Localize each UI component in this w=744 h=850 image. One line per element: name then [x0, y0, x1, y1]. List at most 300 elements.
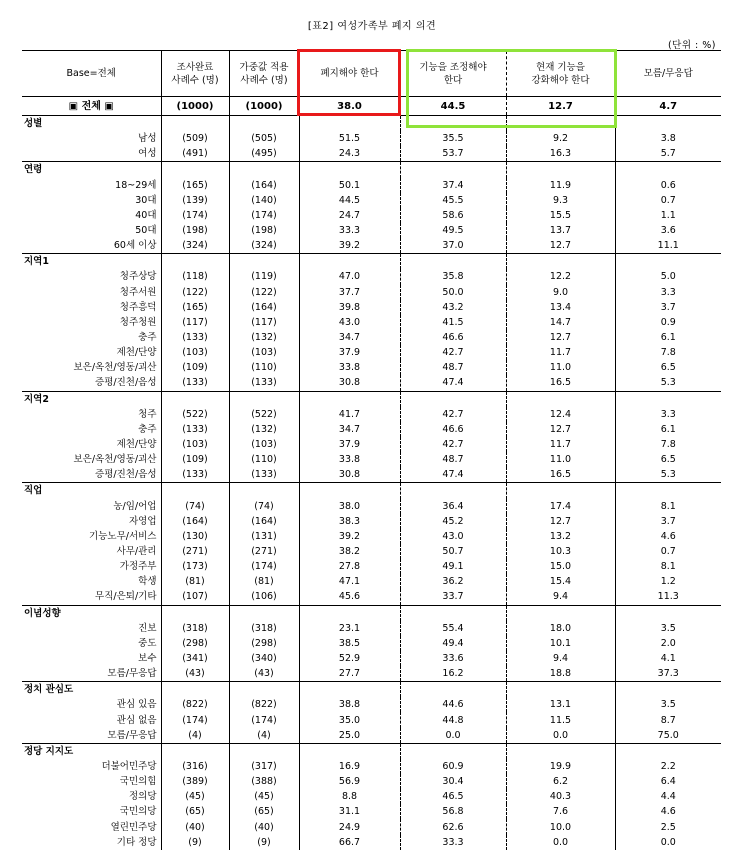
row-weighted-n: (298)	[229, 636, 299, 651]
table-row	[22, 589, 721, 605]
section-blank-cell	[229, 605, 299, 621]
section-header-row	[22, 162, 721, 178]
row-completed-n: (118)	[161, 269, 229, 284]
row-dont-know: 2.2	[615, 759, 721, 774]
row-dont-know: 4.4	[615, 789, 721, 804]
row-weighted-n: (133)	[229, 467, 299, 483]
row-completed-n: (45)	[161, 789, 229, 804]
row-abolish: 34.7	[299, 330, 400, 345]
row-abolish: 31.1	[299, 804, 400, 819]
section-blank-cell	[161, 254, 229, 270]
row-completed-n: (117)	[161, 315, 229, 330]
row-adjust: 49.4	[400, 636, 506, 651]
header-adjust: 기능을 조정해야 한다	[400, 51, 506, 97]
row-strengthen: 11.7	[506, 437, 615, 452]
row-label: 보은/옥천/영동/괴산	[73, 454, 157, 466]
row-adjust: 58.6	[400, 208, 506, 223]
table-row	[22, 407, 721, 422]
table-row	[22, 514, 721, 529]
row-adjust: 45.2	[400, 514, 506, 529]
highlight-box-red	[297, 49, 401, 116]
results-table	[22, 50, 721, 850]
row-strengthen: 40.3	[506, 789, 615, 804]
row-abolish: 50.1	[299, 178, 400, 193]
row-completed-n: (165)	[161, 178, 229, 193]
row-adjust: 46.6	[400, 422, 506, 437]
row-weighted-n: (822)	[229, 697, 299, 712]
row-weighted-n: (317)	[229, 759, 299, 774]
row-completed-n: (4)	[161, 728, 229, 744]
row-completed-n: (133)	[161, 375, 229, 391]
row-abolish: 27.8	[299, 559, 400, 574]
row-dont-know: 3.3	[615, 285, 721, 300]
table-row	[22, 178, 721, 193]
row-label: 무직/은퇴/기타	[95, 591, 157, 603]
row-abolish: 33.8	[299, 452, 400, 467]
section-blank-cell	[161, 162, 229, 178]
row-label: 모름/무응답	[107, 729, 157, 741]
row-completed-n: (271)	[161, 544, 229, 559]
table-title: [표2] 여성가족부 폐지 의견	[307, 21, 437, 32]
row-abolish: 38.2	[299, 544, 400, 559]
row-dont-know: 8.1	[615, 559, 721, 574]
row-dont-know: 6.4	[615, 774, 721, 789]
row-weighted-n: (81)	[229, 574, 299, 589]
row-dont-know: 4.6	[615, 529, 721, 544]
row-abolish: 25.0	[299, 728, 400, 744]
row-adjust: 36.4	[400, 499, 506, 514]
total-dont-know: 4.7	[615, 97, 721, 116]
row-label: 남성	[138, 133, 157, 145]
row-completed-n: (130)	[161, 529, 229, 544]
row-label: 중도	[138, 637, 157, 649]
row-strengthen: 10.0	[506, 819, 615, 834]
row-strengthen: 15.4	[506, 574, 615, 589]
row-abolish: 44.5	[299, 193, 400, 208]
row-label: 청주흥덕	[119, 301, 157, 313]
row-dont-know: 75.0	[615, 728, 721, 744]
row-weighted-n: (198)	[229, 223, 299, 238]
row-strengthen: 13.1	[506, 697, 615, 712]
table-row	[22, 422, 721, 437]
row-abolish: 39.2	[299, 238, 400, 254]
section-blank-cell	[299, 391, 400, 407]
row-strengthen: 16.5	[506, 375, 615, 391]
total-strengthen: 12.7	[506, 97, 615, 116]
row-abolish: 35.0	[299, 712, 400, 727]
row-completed-n: (139)	[161, 193, 229, 208]
row-completed-n: (173)	[161, 559, 229, 574]
section-blank-cell	[299, 743, 400, 759]
row-dont-know: 5.0	[615, 269, 721, 284]
row-strengthen: 15.5	[506, 208, 615, 223]
table-row	[22, 544, 721, 559]
row-label: 충주	[138, 332, 157, 344]
row-abolish: 37.9	[299, 345, 400, 360]
row-weighted-n: (271)	[229, 544, 299, 559]
unit-label: (단위 : %)	[667, 40, 716, 51]
table-row	[22, 835, 721, 850]
row-dont-know: 0.9	[615, 315, 721, 330]
row-abolish: 16.9	[299, 759, 400, 774]
row-abolish: 37.7	[299, 285, 400, 300]
row-completed-n: (164)	[161, 514, 229, 529]
row-label: 청주상당	[119, 271, 157, 283]
row-dont-know: 6.5	[615, 452, 721, 467]
row-label: 국민의당	[119, 806, 157, 818]
row-abolish: 41.7	[299, 407, 400, 422]
row-weighted-n: (40)	[229, 819, 299, 834]
row-completed-n: (74)	[161, 499, 229, 514]
section-blank-cell	[400, 162, 506, 178]
table-row	[22, 208, 721, 223]
row-strengthen: 16.3	[506, 146, 615, 162]
table-row	[22, 636, 721, 651]
row-label: 30대	[135, 194, 157, 206]
section-blank-cell	[299, 116, 400, 132]
row-strengthen: 12.7	[506, 422, 615, 437]
row-strengthen: 17.4	[506, 499, 615, 514]
row-completed-n: (9)	[161, 835, 229, 850]
row-weighted-n: (110)	[229, 360, 299, 375]
row-abolish: 51.5	[299, 131, 400, 146]
section-blank-cell	[400, 254, 506, 270]
row-dont-know: 6.1	[615, 422, 721, 437]
row-weighted-n: (164)	[229, 178, 299, 193]
section-blank-cell	[506, 254, 615, 270]
row-label: 40대	[135, 209, 157, 221]
section-blank-cell	[299, 162, 400, 178]
table-row	[22, 146, 721, 162]
row-dont-know: 5.3	[615, 467, 721, 483]
row-strengthen: 12.7	[506, 330, 615, 345]
section-blank-cell	[161, 605, 229, 621]
row-completed-n: (133)	[161, 422, 229, 437]
row-label: 기능노무/서비스	[89, 530, 157, 542]
row-strengthen: 9.0	[506, 285, 615, 300]
row-abolish: 33.8	[299, 360, 400, 375]
table-row	[22, 330, 721, 345]
row-strengthen: 11.0	[506, 452, 615, 467]
row-label: 보수	[138, 652, 157, 664]
row-abolish: 30.8	[299, 467, 400, 483]
row-weighted-n: (522)	[229, 407, 299, 422]
row-completed-n: (65)	[161, 804, 229, 819]
header-weighted-n: 가중값 적용 사례수 (명)	[229, 51, 299, 97]
row-dont-know: 5.3	[615, 375, 721, 391]
row-strengthen: 13.4	[506, 300, 615, 315]
row-weighted-n: (340)	[229, 651, 299, 666]
row-dont-know: 3.3	[615, 407, 721, 422]
row-strengthen: 12.7	[506, 514, 615, 529]
section-blank-cell	[299, 254, 400, 270]
row-dont-know: 8.7	[615, 712, 721, 727]
section-blank-cell	[615, 605, 721, 621]
row-weighted-n: (164)	[229, 514, 299, 529]
row-abolish: 37.9	[299, 437, 400, 452]
section-header-row	[22, 682, 721, 698]
row-completed-n: (298)	[161, 636, 229, 651]
row-adjust: 35.5	[400, 131, 506, 146]
table-row	[22, 529, 721, 544]
row-strengthen: 10.3	[506, 544, 615, 559]
section-blank-cell	[400, 682, 506, 698]
row-adjust: 42.7	[400, 407, 506, 422]
row-adjust: 37.4	[400, 178, 506, 193]
row-adjust: 50.0	[400, 285, 506, 300]
row-strengthen: 12.7	[506, 238, 615, 254]
row-completed-n: (107)	[161, 589, 229, 605]
row-label: 제천/단양	[116, 347, 157, 359]
row-weighted-n: (324)	[229, 238, 299, 254]
row-dont-know: 7.8	[615, 345, 721, 360]
row-abolish: 27.7	[299, 666, 400, 682]
row-adjust: 48.7	[400, 452, 506, 467]
row-completed-n: (109)	[161, 452, 229, 467]
table-row	[22, 574, 721, 589]
section-label: 연령	[22, 162, 161, 178]
total-adjust: 44.5	[400, 97, 506, 116]
row-label: 50대	[135, 225, 157, 237]
row-dont-know: 2.5	[615, 819, 721, 834]
row-dont-know: 0.6	[615, 178, 721, 193]
section-blank-cell	[506, 391, 615, 407]
row-label: 증평/진천/음성	[95, 377, 157, 389]
row-dont-know: 3.7	[615, 514, 721, 529]
row-abolish: 56.9	[299, 774, 400, 789]
row-strengthen: 14.7	[506, 315, 615, 330]
table-row	[22, 499, 721, 514]
section-blank-cell	[506, 743, 615, 759]
row-strengthen: 13.7	[506, 223, 615, 238]
row-abolish: 30.8	[299, 375, 400, 391]
row-label: 관심 있음	[116, 699, 157, 711]
row-adjust: 53.7	[400, 146, 506, 162]
row-strengthen: 11.7	[506, 345, 615, 360]
row-weighted-n: (122)	[229, 285, 299, 300]
table-row	[22, 223, 721, 238]
row-adjust: 45.5	[400, 193, 506, 208]
table-row	[22, 666, 721, 682]
section-label: 정치 관심도	[22, 682, 161, 698]
row-adjust: 33.7	[400, 589, 506, 605]
row-abolish: 47.0	[299, 269, 400, 284]
row-completed-n: (133)	[161, 467, 229, 483]
row-adjust: 47.4	[400, 375, 506, 391]
header-dont-know: 모름/무응답	[615, 51, 721, 97]
row-label: 학생	[138, 576, 157, 588]
row-adjust: 35.8	[400, 269, 506, 284]
row-label: 18~29세	[115, 179, 157, 191]
row-completed-n: (324)	[161, 238, 229, 254]
table-row	[22, 345, 721, 360]
section-blank-cell	[400, 605, 506, 621]
row-weighted-n: (388)	[229, 774, 299, 789]
row-strengthen: 7.6	[506, 804, 615, 819]
table-row	[22, 712, 721, 727]
row-dont-know: 4.1	[615, 651, 721, 666]
row-completed-n: (133)	[161, 330, 229, 345]
row-dont-know: 6.1	[615, 330, 721, 345]
section-blank-cell	[615, 391, 721, 407]
header-completed-n: 조사완료 사례수 (명)	[161, 51, 229, 97]
section-blank-cell	[506, 483, 615, 499]
section-header-row	[22, 391, 721, 407]
row-dont-know: 1.2	[615, 574, 721, 589]
row-abolish: 24.9	[299, 819, 400, 834]
row-weighted-n: (103)	[229, 345, 299, 360]
section-blank-cell	[400, 483, 506, 499]
table-row	[22, 360, 721, 375]
row-adjust: 47.4	[400, 467, 506, 483]
total-label: ▣ 전체 ▣	[22, 97, 161, 116]
row-abolish: 43.0	[299, 315, 400, 330]
row-adjust: 43.0	[400, 529, 506, 544]
row-completed-n: (174)	[161, 712, 229, 727]
row-adjust: 43.2	[400, 300, 506, 315]
row-adjust: 41.5	[400, 315, 506, 330]
row-adjust: 36.2	[400, 574, 506, 589]
table-row	[22, 804, 721, 819]
row-dont-know: 1.1	[615, 208, 721, 223]
row-adjust: 33.3	[400, 835, 506, 850]
row-strengthen: 0.0	[506, 728, 615, 744]
row-dont-know: 4.6	[615, 804, 721, 819]
section-blank-cell	[615, 116, 721, 132]
row-weighted-n: (318)	[229, 621, 299, 636]
section-header-row	[22, 483, 721, 499]
row-dont-know: 11.1	[615, 238, 721, 254]
row-abolish: 52.9	[299, 651, 400, 666]
row-dont-know: 3.5	[615, 697, 721, 712]
row-weighted-n: (4)	[229, 728, 299, 744]
row-abolish: 23.1	[299, 621, 400, 636]
row-completed-n: (174)	[161, 208, 229, 223]
section-blank-cell	[615, 743, 721, 759]
row-adjust: 46.5	[400, 789, 506, 804]
row-dont-know: 0.0	[615, 835, 721, 850]
row-dont-know: 11.3	[615, 589, 721, 605]
row-completed-n: (522)	[161, 407, 229, 422]
row-label: 보은/옥천/영동/괴산	[73, 362, 157, 374]
row-completed-n: (40)	[161, 819, 229, 834]
row-abolish: 24.7	[299, 208, 400, 223]
row-adjust: 49.5	[400, 223, 506, 238]
header-abolish: 폐지해야 한다	[299, 51, 400, 97]
row-label: 열린민주당	[110, 821, 157, 833]
row-abolish: 34.7	[299, 422, 400, 437]
row-adjust: 48.7	[400, 360, 506, 375]
row-dont-know: 37.3	[615, 666, 721, 682]
header-base: Base=전체	[22, 51, 161, 97]
row-dont-know: 3.5	[615, 621, 721, 636]
row-completed-n: (109)	[161, 360, 229, 375]
row-label: 청주서원	[119, 286, 157, 298]
row-completed-n: (341)	[161, 651, 229, 666]
section-blank-cell	[229, 682, 299, 698]
row-completed-n: (491)	[161, 146, 229, 162]
row-label: 관심 없음	[116, 714, 157, 726]
row-weighted-n: (132)	[229, 422, 299, 437]
row-weighted-n: (110)	[229, 452, 299, 467]
row-completed-n: (81)	[161, 574, 229, 589]
table-row	[22, 193, 721, 208]
total-completed-n: (1000)	[161, 97, 229, 116]
row-dont-know: 3.7	[615, 300, 721, 315]
table-row	[22, 300, 721, 315]
row-completed-n: (103)	[161, 345, 229, 360]
row-abolish: 38.8	[299, 697, 400, 712]
row-weighted-n: (119)	[229, 269, 299, 284]
table-row	[22, 269, 721, 284]
row-strengthen: 11.5	[506, 712, 615, 727]
row-adjust: 44.6	[400, 697, 506, 712]
row-adjust: 55.4	[400, 621, 506, 636]
section-blank-cell	[615, 254, 721, 270]
row-label: 증평/진천/음성	[95, 469, 157, 481]
row-abolish: 38.0	[299, 499, 400, 514]
table-row	[22, 759, 721, 774]
section-blank-cell	[229, 162, 299, 178]
total-abolish: 38.0	[299, 97, 400, 116]
row-weighted-n: (131)	[229, 529, 299, 544]
row-dont-know: 8.1	[615, 499, 721, 514]
table-row	[22, 315, 721, 330]
row-label: 충주	[138, 423, 157, 435]
row-strengthen: 13.2	[506, 529, 615, 544]
header-strengthen: 현재 기능을 강화해야 한다	[506, 51, 615, 97]
total-weighted-n: (1000)	[229, 97, 299, 116]
section-header-row	[22, 743, 721, 759]
row-dont-know: 6.5	[615, 360, 721, 375]
row-completed-n: (389)	[161, 774, 229, 789]
section-label: 지역1	[22, 254, 161, 270]
row-abolish: 66.7	[299, 835, 400, 850]
row-strengthen: 10.1	[506, 636, 615, 651]
row-label: 정의당	[128, 791, 157, 803]
row-weighted-n: (164)	[229, 300, 299, 315]
section-label: 지역2	[22, 391, 161, 407]
table-row	[22, 467, 721, 483]
section-blank-cell	[229, 254, 299, 270]
row-weighted-n: (103)	[229, 437, 299, 452]
row-label: 진보	[138, 622, 157, 634]
row-strengthen: 9.2	[506, 131, 615, 146]
row-dont-know: 3.8	[615, 131, 721, 146]
row-dont-know: 5.7	[615, 146, 721, 162]
row-abolish: 38.3	[299, 514, 400, 529]
row-strengthen: 11.9	[506, 178, 615, 193]
row-dont-know: 2.0	[615, 636, 721, 651]
row-abolish: 38.5	[299, 636, 400, 651]
table-row	[22, 697, 721, 712]
row-abolish: 39.8	[299, 300, 400, 315]
table-row	[22, 452, 721, 467]
row-adjust: 33.6	[400, 651, 506, 666]
table-row	[22, 621, 721, 636]
row-dont-know: 0.7	[615, 544, 721, 559]
section-label: 성별	[22, 116, 161, 132]
row-abolish: 45.6	[299, 589, 400, 605]
row-adjust: 42.7	[400, 345, 506, 360]
row-weighted-n: (132)	[229, 330, 299, 345]
section-blank-cell	[615, 682, 721, 698]
row-label: 기타 정당	[116, 836, 157, 848]
table-row	[22, 131, 721, 146]
section-blank-cell	[229, 743, 299, 759]
section-blank-cell	[161, 682, 229, 698]
section-label: 직업	[22, 483, 161, 499]
